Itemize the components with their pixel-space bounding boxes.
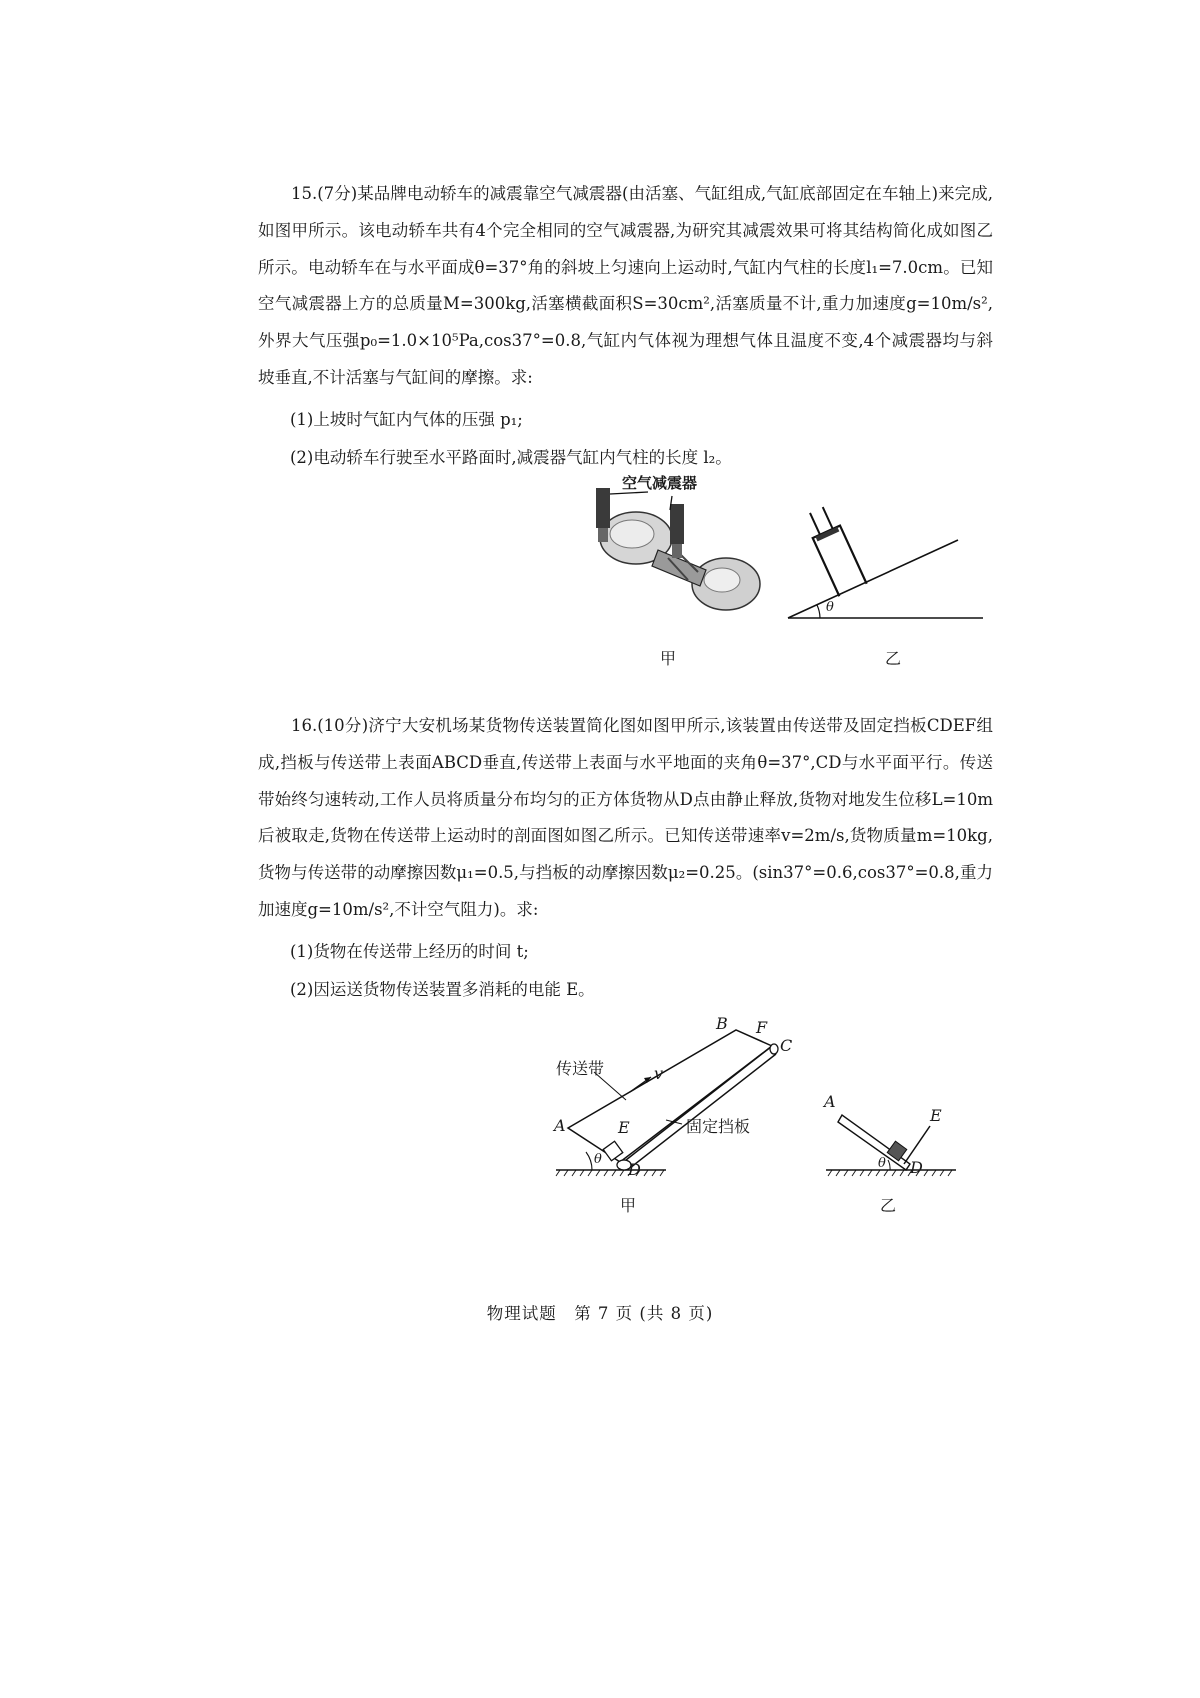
point-c: C	[780, 1036, 793, 1055]
figure-15a-axle-photo	[588, 474, 778, 628]
point-e: E	[618, 1118, 630, 1137]
theta-16a: θ	[594, 1152, 602, 1167]
point-e-section: E	[930, 1106, 942, 1125]
caption-16b: 乙	[880, 1196, 897, 1215]
q15-part2: (2)电动轿车行驶至水平路面时,减震器气缸内气柱的长度 l₂。	[290, 448, 732, 467]
point-f: F	[756, 1018, 768, 1037]
point-a: A	[554, 1116, 566, 1135]
figure-16a-conveyor	[554, 1014, 793, 1179]
q16-part2: (2)因运送货物传送装置多消耗的电能 E。	[290, 980, 595, 999]
theta-15b: θ	[826, 600, 834, 615]
caption-15a: 甲	[660, 649, 677, 668]
label-fixed-baffle: 固定挡板	[686, 1117, 751, 1136]
page-footer: 物理试题 第 7 页 (共 8 页)	[486, 1304, 714, 1323]
q15-text: 15.(7分)某品牌电动轿车的减震靠空气减震器(由活塞、气缸组成,气缸底部固定在车轴上)来完成,如图甲所示。该电动轿车共有4个完全相同的空气减震器,为研究其减震效果可将其结构简化成如图乙所示。电动轿车在与水平面成θ=37°角的斜坡上匀速向上运动时,气缸内气柱的长度l₁=7.0cm。已知空气减震器上方的总质量M=300kg,活塞横截面积S=30cm²,活塞质量不计,重力加速度g=10m/s²,外界大气压强p₀=1.0×10⁵Pa,cos37°=0.8,气缸内气体视为理想气体且温度不变,4个减震器均与斜坡垂直,不计活塞与气缸间的摩擦。求:	[258, 184, 993, 387]
point-a-section: A	[824, 1092, 836, 1111]
caption-15b: 乙	[885, 649, 902, 668]
shock-absorber-label: 空气减震器	[622, 474, 698, 492]
caption-16a: 甲	[620, 1196, 637, 1215]
point-b: B	[716, 1014, 728, 1033]
q16-text: 16.(10分)济宁大安机场某货物传送装置简化图如图甲所示,该装置由传送带及固定挡板CDEF组成,挡板与传送带上表面ABCD垂直,传送带上表面与水平地面的夹角θ=37°,CD与水平面平行。传送带始终匀速转动,工作人员将质量分布均匀的正方体货物从D点由静止释放,货物对地发生位移L=10m后被取走,货物在传送带上运动时的剖面图如图乙所示。已知传送带速率v=2m/s,货物质量m=10kg,货物与传送带的动摩擦因数μ₁=0.5,与挡板的动摩擦因数μ₂=0.25。(sin37°=0.6,cos37°=0.8,重力加速度g=10m/s²,不计空气阻力)。求:	[258, 716, 993, 919]
q16-part1: (1)货物在传送带上经历的时间 t;	[290, 942, 529, 961]
label-conveyor-belt: 传送带	[556, 1059, 605, 1078]
figure-16b-cross-section	[824, 1092, 966, 1177]
figure-15b-incline	[788, 488, 988, 628]
point-d-section: D	[910, 1158, 923, 1177]
theta-16b: θ	[878, 1156, 886, 1171]
velocity-v: v	[654, 1064, 664, 1083]
point-d: D	[628, 1160, 641, 1179]
q15-part1: (1)上坡时气缸内气体的压强 p₁;	[290, 410, 523, 429]
